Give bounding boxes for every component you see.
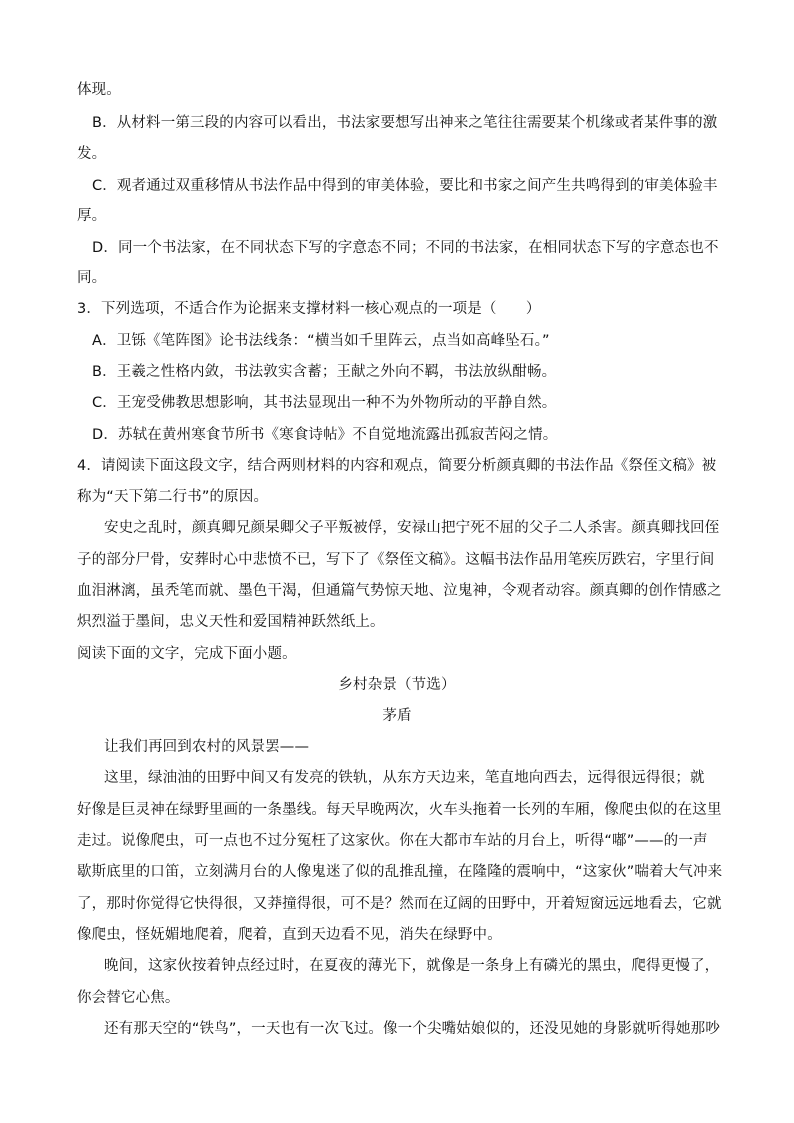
q3-option-c: C．王宠受佛教思想影响，其书法显现出一种不为外物所动的平静自然。 [92, 395, 557, 411]
q3-option-d: D．苏轼在黄州寒食节所书《寒食诗帖》不自觉地流露出孤寂苦闷之情。 [92, 427, 558, 443]
q4-passage-line-3: 血泪淋漓，虽秃笔而就、墨色干渴，但通篇气势惊天地、泣鬼神，令观者动容。颜真卿的创作情感之 [77, 583, 722, 599]
article-paragraph-1: 让我们再回到农村的风景罢—— [104, 739, 310, 755]
text-line-continuation: 体现。 [77, 82, 121, 98]
article-paragraph-3-line-2: 你会替它心焦。 [77, 990, 180, 1006]
article-paragraph-4-line-1: 还有那天空的“铁鸟”，一天也有一次飞过。像一个尖嘴姑娘似的，还没见她的身影就听得她那吵 [104, 1021, 720, 1037]
article-paragraph-2-line-1: 这里，绿油油的田野中间又有发亮的铁轨，从东方天边来，笔直地向西去，远得很远得很；就 [104, 770, 705, 786]
question-4-line-1: 4．请阅读下面这段文字，结合两则材料的内容和观点，简要分析颜真卿的书法作品《祭侄文稿》被 [77, 458, 717, 474]
article-paragraph-2-line-2: 好像是巨灵神在绿野里画的一条墨线。每天早晚两次，火车头拖着一长列的车厢，像爬虫似的在这里 [77, 802, 722, 818]
option-c-line-2: 厚。 [77, 208, 107, 224]
option-b-line-1: B．从材料一第三段的内容可以看出，书法家要想写出神来之笔往往需要某个机缘或者某件事的激 [92, 115, 718, 131]
option-d-line-1: D．同一个书法家，在不同状态下写的字意态不同；不同的书法家，在相同状态下写的字意态也不 [92, 240, 719, 256]
q4-passage-line-1: 安史之乱时，颜真卿兄颜杲卿父子平叛被俘，安禄山把宁死不屈的父子二人杀害。颜真卿找回侄 [104, 520, 720, 536]
option-b-line-2: 发。 [77, 146, 107, 162]
q4-passage-line-2: 子的部分尸骨，安葬时心中悲愤不已，写下了《祭侄文稿》。这幅书法作品用笔疾厉跌宕，字里行间 [77, 552, 715, 568]
article-paragraph-2-line-6: 像爬虫，怪妩媚地爬着，爬着，直到天边看不见，消失在绿野中。 [77, 927, 502, 943]
article-author: 茅盾 [382, 708, 412, 724]
q3-option-b: B．王羲之性格内敛，书法敦实含蓄；王献之外向不羁，书法放纵酣畅。 [92, 364, 557, 380]
question-4-line-2: 称为“天下第二行书”的原因。 [77, 489, 269, 505]
option-c-line-1: C．观者通过双重移情从书法作品中得到的审美体验，要比和书家之间产生共鸣得到的审美体验丰 [92, 178, 718, 194]
reading-instruction: 阅读下面的文字，完成下面小题。 [77, 646, 297, 662]
question-3: 3．下列选项，不适合作为论据来支撑材料一核心观点的一项是（ ） [77, 301, 541, 317]
article-paragraph-3-line-1: 晚间，这家伙按着钟点经过时，在夏夜的薄光下，就像是一条身上有磷光的黑虫，爬得更慢了， [104, 958, 720, 974]
article-paragraph-2-line-5: 了，那时你觉得它快得很，又莽撞得很，可不是？然而在辽阔的田野中，开着短窗远远地看去，它就 [77, 896, 722, 912]
article-title: 乡村杂景（节选） [338, 677, 456, 693]
article-paragraph-2-line-3: 走过。说像爬虫，可一点也不过分冤枉了这家伙。你在大都市车站的月台上，听得“嘟”——的一声 [77, 833, 708, 849]
article-paragraph-2-line-4: 歇斯底里的口笛，立刻满月台的人像鬼迷了似的乱推乱撞，在隆隆的震响中，“这家伙”喘着大气冲来 [77, 864, 723, 880]
option-d-line-2: 同。 [77, 270, 107, 286]
q4-passage-line-4: 炽烈溢于墨间，忠义天性和爱国精神跃然纸上。 [77, 614, 385, 630]
q3-option-a: A．卫铄《笔阵图》论书法线条：“横当如千里阵云，点当如高峰坠石。” [92, 333, 550, 349]
